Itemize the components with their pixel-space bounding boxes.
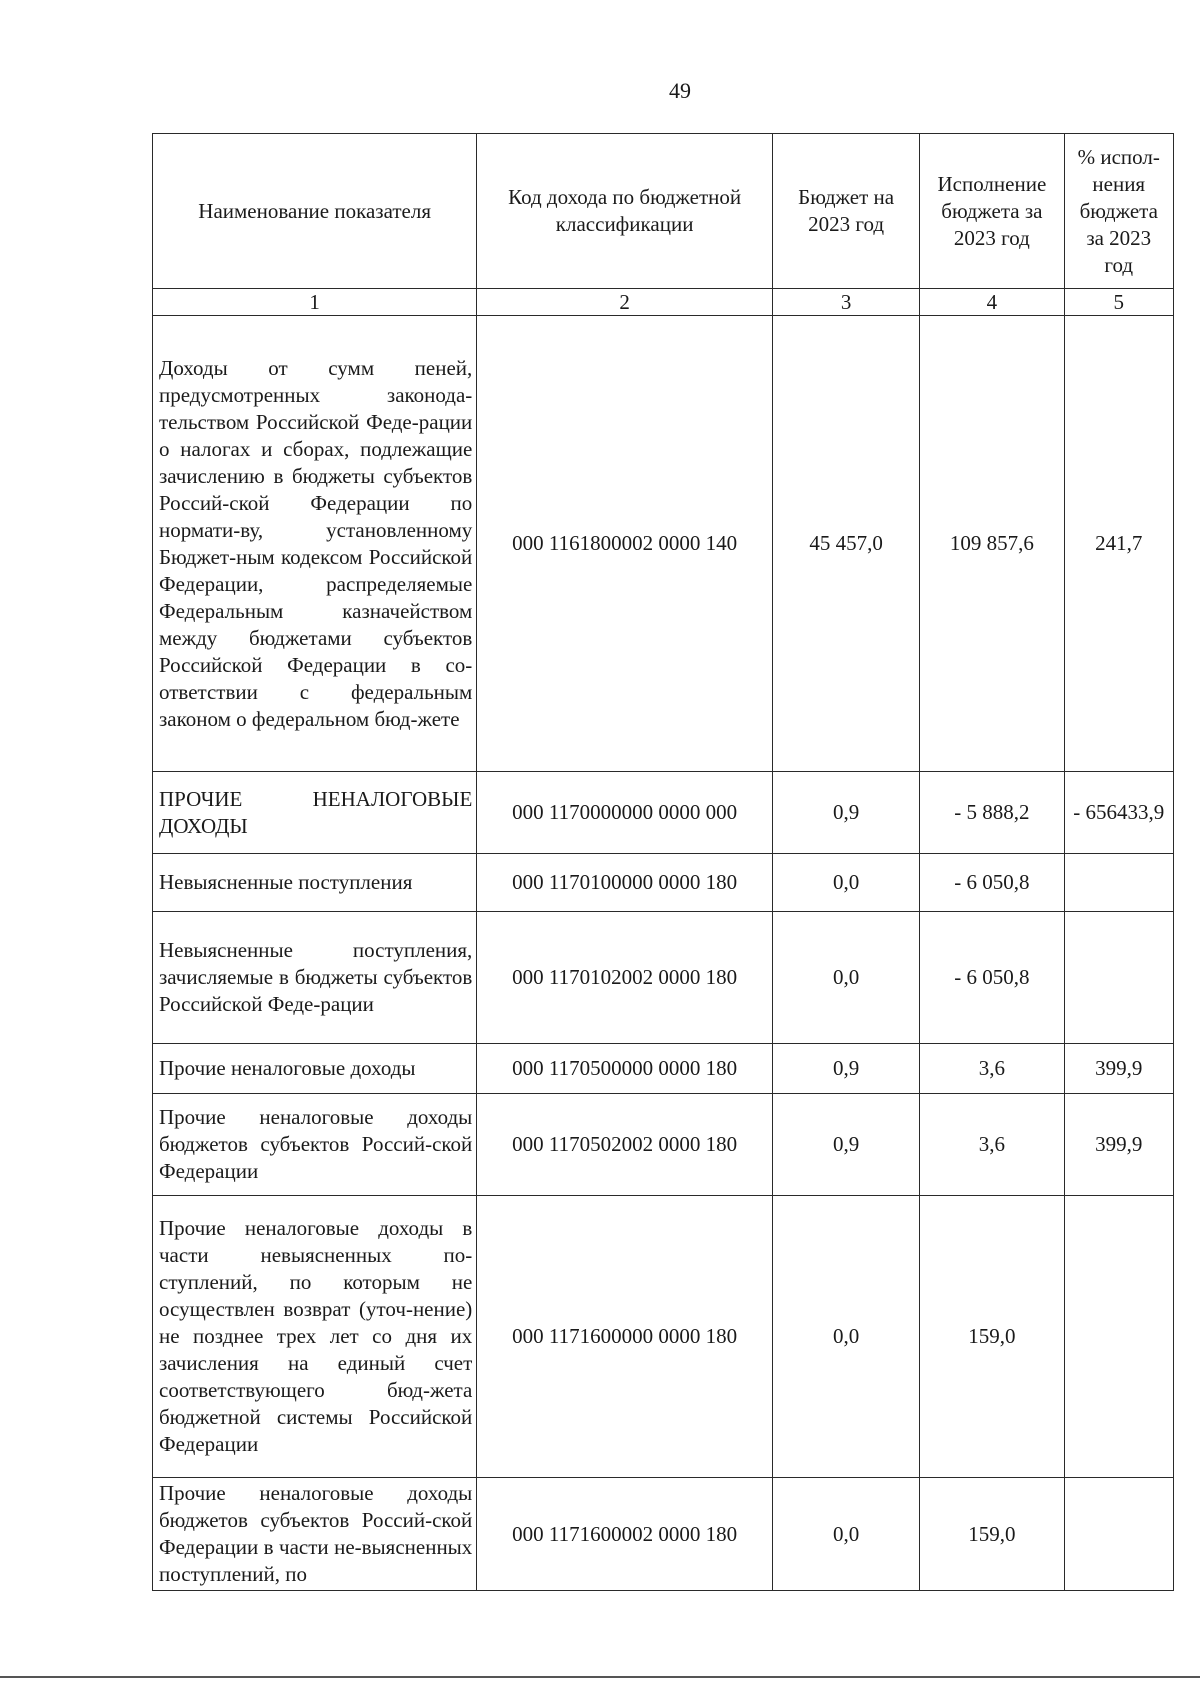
row-code: 000 1161800002 0000 140 bbox=[477, 316, 773, 772]
row-code: 000 1170100000 0000 180 bbox=[477, 854, 773, 912]
row-code: 000 1170000000 0000 000 bbox=[477, 772, 773, 854]
column-number: 5 bbox=[1064, 289, 1174, 316]
row-budget: 0,0 bbox=[772, 1196, 919, 1478]
row-execution: 109 857,6 bbox=[920, 316, 1064, 772]
header-budget: Бюджет на 2023 год bbox=[772, 134, 919, 289]
row-code: 000 1171600002 0000 180 bbox=[477, 1478, 773, 1591]
row-budget: 45 457,0 bbox=[772, 316, 919, 772]
row-name: Невыясненные поступления bbox=[153, 854, 477, 912]
header-row bbox=[153, 134, 1174, 289]
header-percent: % испол-нения бюджета за 2023 год bbox=[1064, 134, 1174, 289]
table-row bbox=[153, 1478, 1174, 1591]
row-execution: 159,0 bbox=[920, 1196, 1064, 1478]
row-execution: - 5 888,2 bbox=[920, 772, 1064, 854]
row-budget: 0,0 bbox=[772, 854, 919, 912]
bottom-rule bbox=[0, 1676, 1200, 1678]
row-code: 000 1170500000 0000 180 bbox=[477, 1044, 773, 1094]
row-execution: - 6 050,8 bbox=[920, 912, 1064, 1044]
row-budget: 0,9 bbox=[772, 772, 919, 854]
column-number: 2 bbox=[477, 289, 773, 316]
column-number: 1 bbox=[153, 289, 477, 316]
header-execution: Исполнение бюджета за 2023 год bbox=[920, 134, 1064, 289]
row-execution: 3,6 bbox=[920, 1044, 1064, 1094]
row-name: Прочие неналоговые доходы бюджетов субъектов Россий-ской Федерации bbox=[153, 1094, 477, 1196]
row-percent: - 656433,9 bbox=[1064, 772, 1174, 854]
table-row bbox=[153, 1196, 1174, 1478]
row-code: 000 1170502002 0000 180 bbox=[477, 1094, 773, 1196]
row-percent bbox=[1064, 854, 1174, 912]
row-execution: 159,0 bbox=[920, 1478, 1064, 1591]
header-name: Наименование показателя bbox=[153, 134, 477, 289]
row-name: Доходы от сумм пеней, предусмотренных законода-тельством Российской Феде-рации о налогах и сборах, подлежащие зачислению в бюджеты субъектов Россий-ской Федерации по нормати-ву, установленному Бюджет-ным кодексом Российской Федерации, распределяемые Федеральным казначейством между бюджетами субъектов Российской Федерации в со-ответствии с федеральным законом о федеральном бюд-жете bbox=[153, 316, 477, 772]
table-row bbox=[153, 772, 1174, 854]
table-row bbox=[153, 1094, 1174, 1196]
row-budget: 0,9 bbox=[772, 1094, 919, 1196]
row-name: Прочие неналоговые доходы в части невыясненных по-ступлений, по которым не осуществлен возврат (уточ-нение) не позднее трех лет со дня их зачисления на единый счет соответствующего бюд-жета бюджетной системы Российской Федерации bbox=[153, 1196, 477, 1478]
row-execution: 3,6 bbox=[920, 1094, 1064, 1196]
column-number-row bbox=[153, 289, 1174, 316]
row-percent: 399,9 bbox=[1064, 1094, 1174, 1196]
table-row bbox=[153, 854, 1174, 912]
row-name: Прочие неналоговые доходы бюджетов субъектов Россий-ской Федерации в части не-выясненных поступлений, по bbox=[153, 1478, 477, 1591]
table-row bbox=[153, 912, 1174, 1044]
row-code: 000 1171600000 0000 180 bbox=[477, 1196, 773, 1478]
row-percent bbox=[1064, 1478, 1174, 1591]
column-number: 4 bbox=[920, 289, 1064, 316]
row-percent bbox=[1064, 1196, 1174, 1478]
column-number: 3 bbox=[772, 289, 919, 316]
row-percent: 399,9 bbox=[1064, 1044, 1174, 1094]
budget-table bbox=[152, 133, 1174, 1591]
row-execution: - 6 050,8 bbox=[920, 854, 1064, 912]
row-name: Невыясненные поступления, зачисляемые в бюджеты субъектов Российской Феде-рации bbox=[153, 912, 477, 1044]
row-budget: 0,0 bbox=[772, 1478, 919, 1591]
page-number: 49 bbox=[669, 78, 691, 103]
row-name: Прочие неналоговые доходы bbox=[153, 1044, 477, 1094]
header-code: Код дохода по бюджетной классификации bbox=[477, 134, 773, 289]
row-budget: 0,9 bbox=[772, 1044, 919, 1094]
row-name: ПРОЧИЕ НЕНАЛОГОВЫЕ ДОХОДЫ bbox=[153, 772, 477, 854]
row-code: 000 1170102002 0000 180 bbox=[477, 912, 773, 1044]
row-budget: 0,0 bbox=[772, 912, 919, 1044]
table-row bbox=[153, 316, 1174, 772]
row-percent: 241,7 bbox=[1064, 316, 1174, 772]
table-row bbox=[153, 1044, 1174, 1094]
row-percent bbox=[1064, 912, 1174, 1044]
